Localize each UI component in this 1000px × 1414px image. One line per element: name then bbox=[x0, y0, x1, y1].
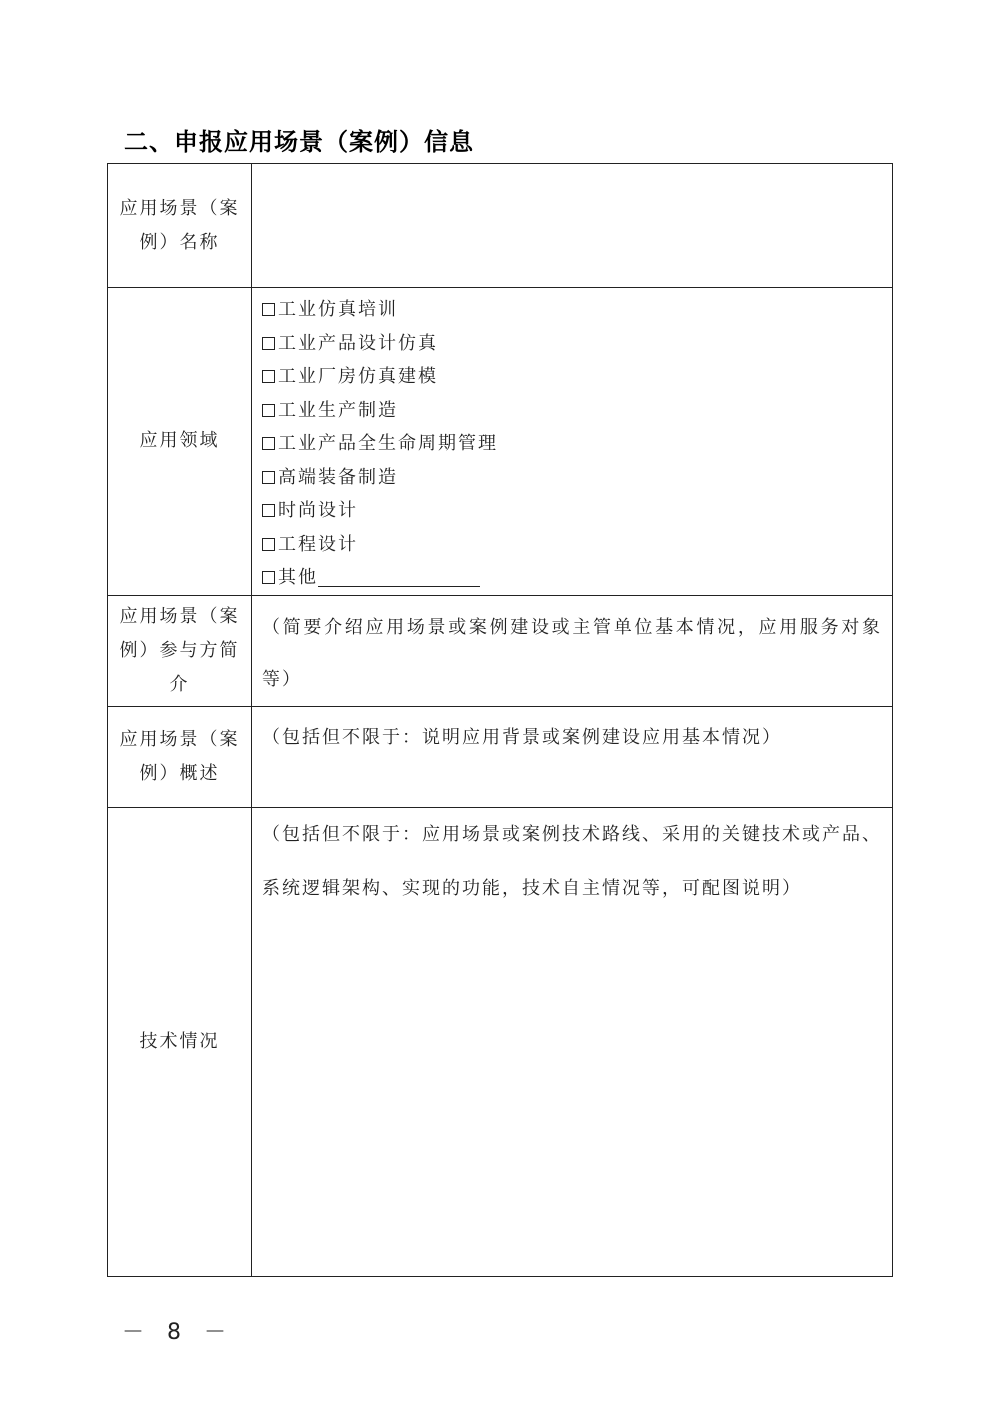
option-label: 工业产品全生命周期管理 bbox=[278, 433, 498, 454]
checkbox-icon[interactable] bbox=[262, 538, 275, 551]
label-technical-details: 技术情况 bbox=[108, 807, 252, 1276]
other-fill-in-line[interactable] bbox=[318, 564, 480, 587]
checkbox-icon[interactable] bbox=[262, 370, 275, 383]
row-scenario-name bbox=[108, 164, 893, 288]
option-product-lifecycle-management[interactable] bbox=[262, 427, 882, 461]
option-label: 工业厂房仿真建模 bbox=[278, 366, 438, 387]
option-label: 工业生产制造 bbox=[278, 399, 398, 421]
option-label: 工程设计 bbox=[278, 533, 358, 555]
option-high-end-equipment[interactable] bbox=[262, 461, 882, 495]
checkbox-icon[interactable] bbox=[262, 337, 275, 350]
option-label: 高端装备制造 bbox=[278, 466, 398, 488]
label-application-field: 应用领域 bbox=[108, 288, 252, 596]
scenario-overview-hint: （包括但不限于：说明应用背景或案例建设应用基本情况） bbox=[262, 726, 782, 748]
section-title: 二、申报应用场景（案例）信息 bbox=[124, 128, 474, 156]
checkbox-icon[interactable] bbox=[262, 504, 275, 517]
checkbox-icon[interactable] bbox=[262, 303, 275, 316]
checkbox-icon[interactable] bbox=[262, 571, 275, 584]
label-scenario-name: 应用场景（案例）名称 bbox=[108, 164, 252, 288]
option-other[interactable] bbox=[262, 561, 882, 595]
application-field-options bbox=[252, 288, 893, 596]
participant-intro-hint: （简要介绍应用场景或案例建设或主管单位基本情况，应用服务对象等） bbox=[262, 616, 882, 690]
option-label: 其他 bbox=[278, 567, 318, 588]
option-list bbox=[262, 288, 882, 595]
scenario-name-field[interactable] bbox=[252, 164, 893, 288]
option-engineering-design[interactable] bbox=[262, 528, 882, 562]
row-application-field bbox=[108, 288, 893, 596]
option-fashion-design[interactable] bbox=[262, 494, 882, 528]
technical-details-field[interactable] bbox=[252, 807, 893, 1276]
option-label: 工业产品设计仿真 bbox=[278, 332, 438, 354]
page-number: － 8 － bbox=[122, 1320, 234, 1345]
option-factory-modeling[interactable] bbox=[262, 360, 882, 394]
checkbox-icon[interactable] bbox=[262, 437, 275, 450]
application-info-table bbox=[107, 163, 893, 1277]
label-participant-intro: 应用场景（案例）参与方简介 bbox=[108, 595, 252, 706]
option-product-design-simulation[interactable] bbox=[262, 327, 882, 361]
row-participant-intro bbox=[108, 595, 893, 706]
option-label: 工业仿真培训 bbox=[278, 299, 398, 320]
option-industrial-production[interactable] bbox=[262, 394, 882, 428]
option-label: 时尚设计 bbox=[278, 500, 358, 521]
scenario-overview-field[interactable] bbox=[252, 706, 893, 807]
checkbox-icon[interactable] bbox=[262, 404, 275, 417]
row-technical-details bbox=[108, 807, 893, 1276]
label-scenario-overview: 应用场景（案例）概述 bbox=[108, 706, 252, 807]
checkbox-icon[interactable] bbox=[262, 471, 275, 484]
row-scenario-overview bbox=[108, 706, 893, 807]
technical-details-hint: （包括但不限于：应用场景或案例技术路线、采用的关键技术或产品、系统逻辑架构、实现的功能，技术自主情况等，可配图说明） bbox=[262, 823, 882, 899]
participant-intro-field[interactable] bbox=[252, 595, 893, 706]
option-industrial-simulation-training[interactable] bbox=[262, 293, 882, 327]
